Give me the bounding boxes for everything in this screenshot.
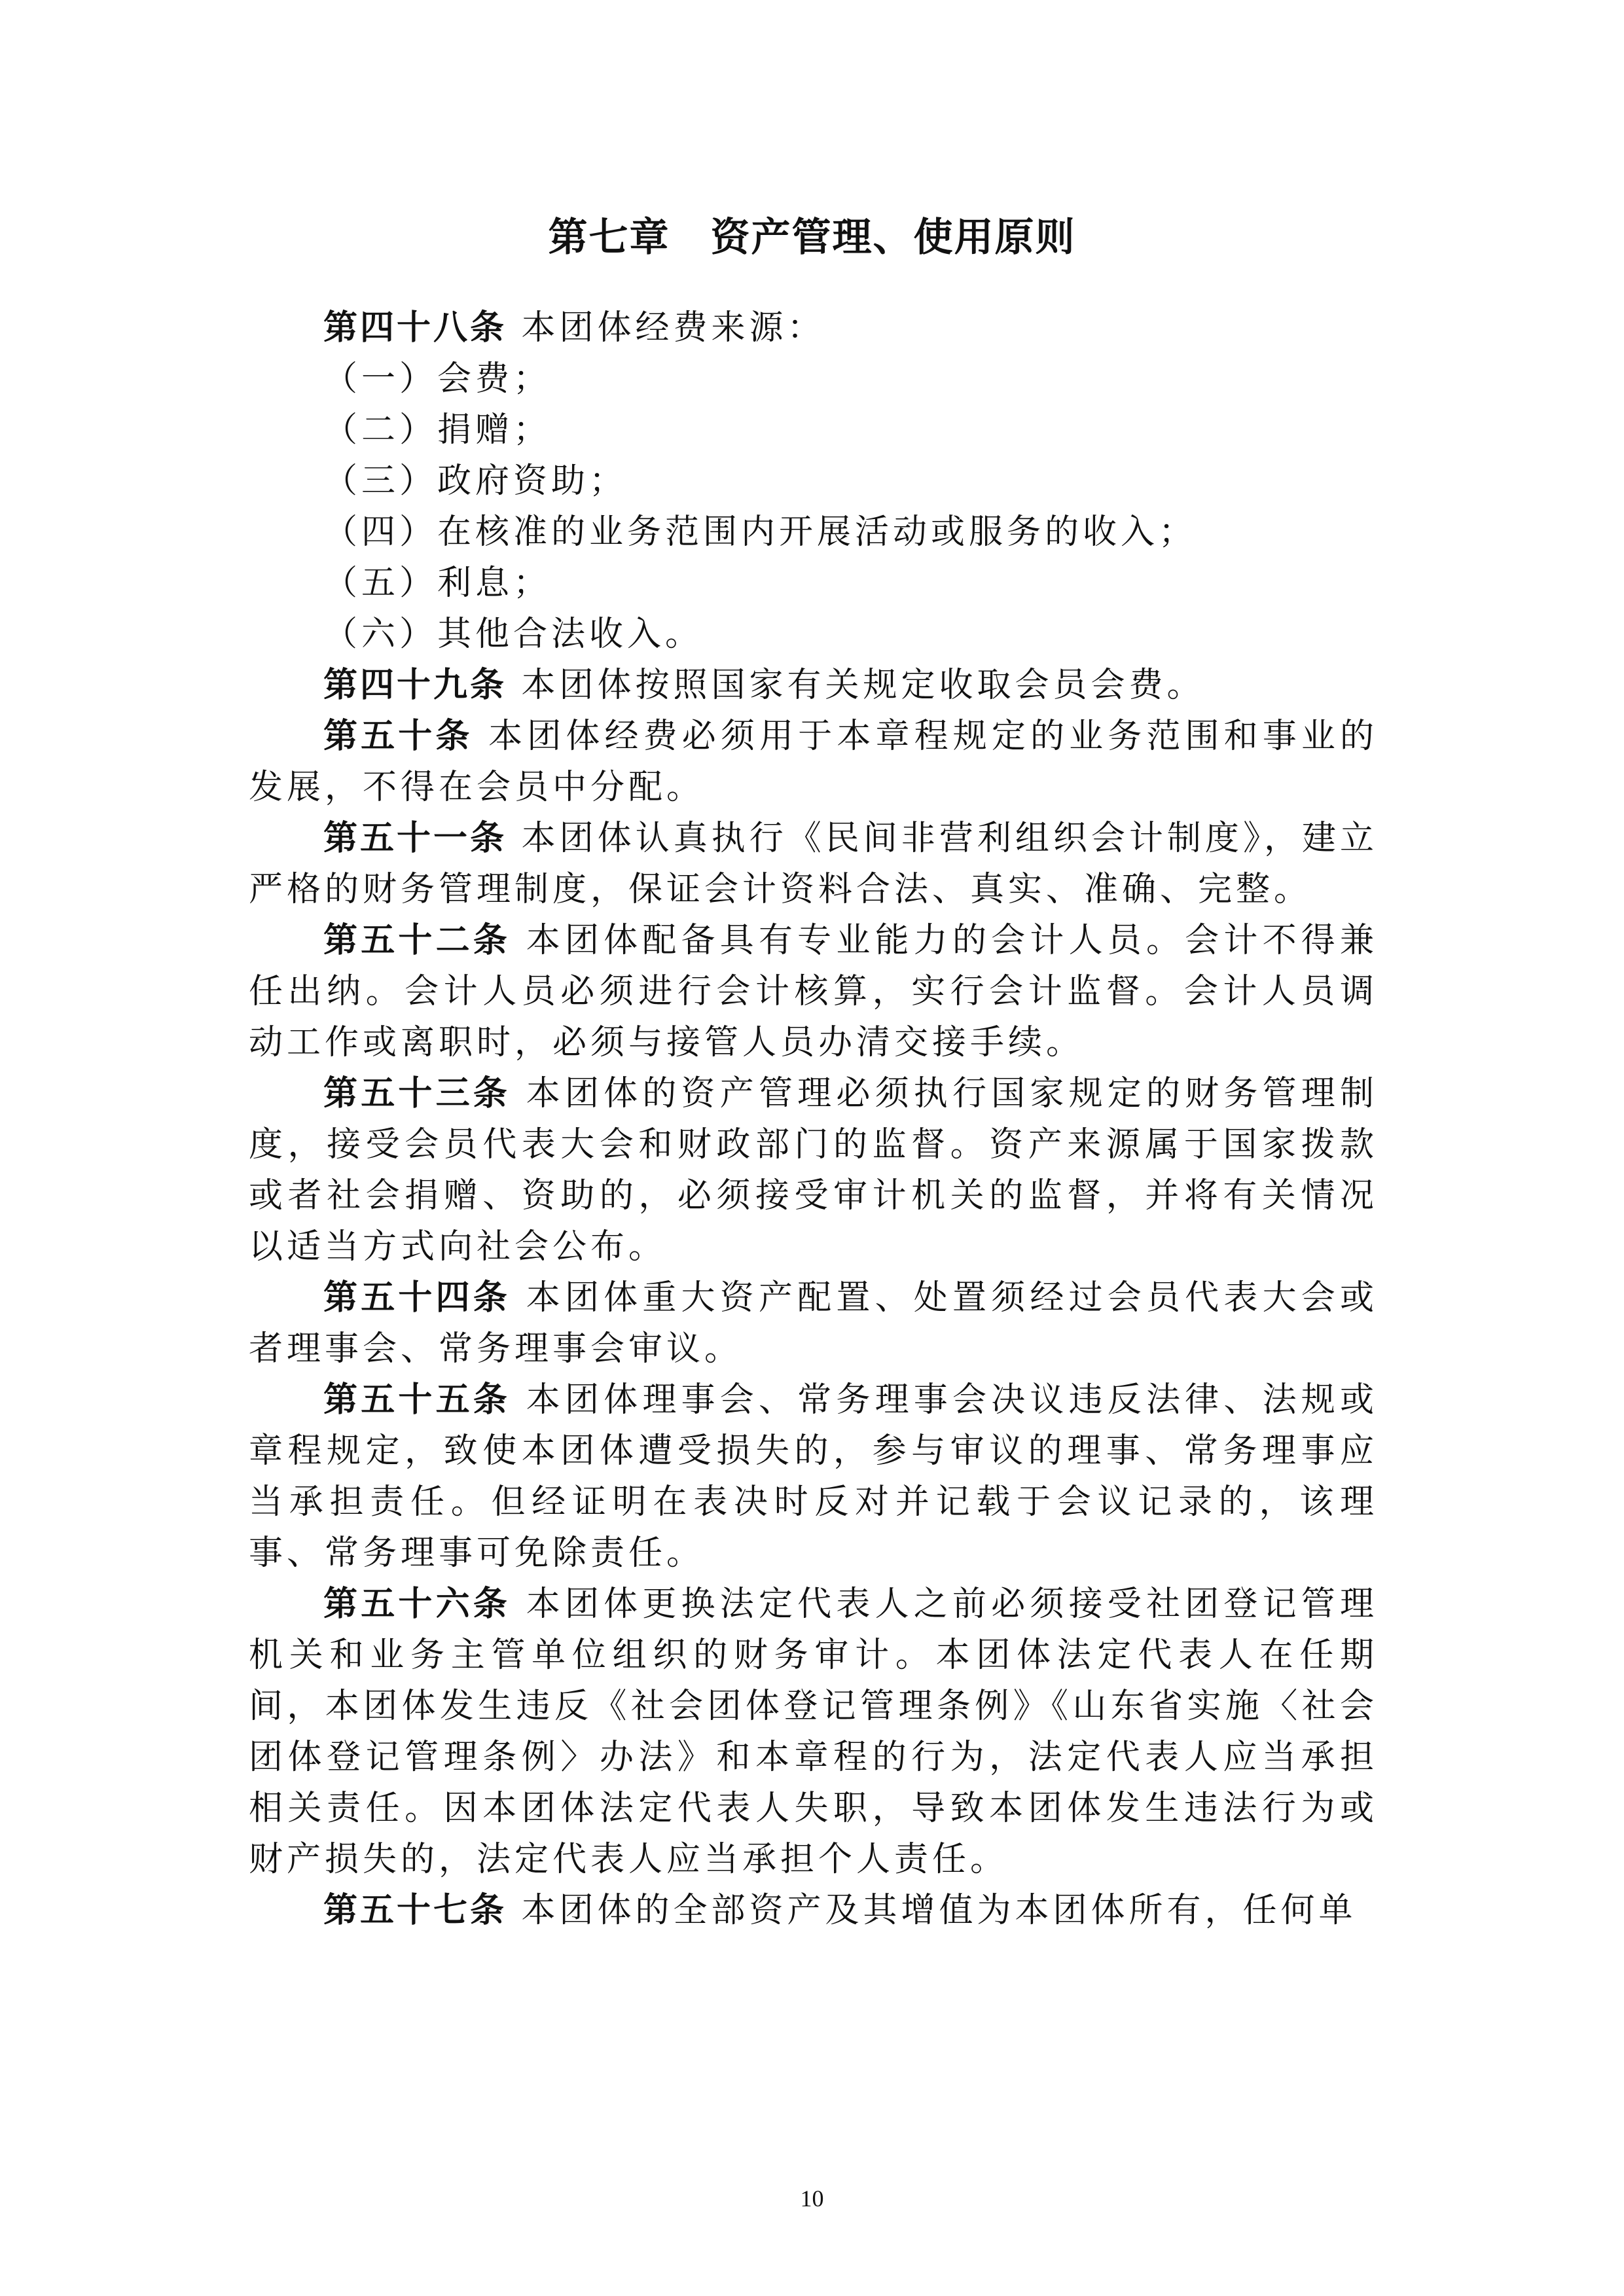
article-48 <box>249 302 1378 353</box>
article-52 <box>249 915 1378 1068</box>
article-label: 第五十三条 <box>323 1074 511 1113</box>
list-item: （一）会费； <box>323 359 552 399</box>
article-text: 本团体重大资产配置、处置须经过会员代表大会或者理事会、常务理事会审议。 <box>249 1278 1378 1369</box>
article-label: 第五十五条 <box>323 1380 511 1420</box>
article-text: 本团体经费来源： <box>507 308 825 348</box>
article-label: 第四十九条 <box>323 666 507 705</box>
article-label: 第五十七条 <box>323 1891 507 1930</box>
article-56 <box>249 1579 1378 1885</box>
article-53 <box>249 1068 1378 1272</box>
article-label: 第五十条 <box>323 717 473 756</box>
article-57 <box>249 1885 1378 1936</box>
article-51 <box>249 813 1378 915</box>
article-text: 本团体经费必须用于本章程规定的业务范围和事业的发展，不得在会员中分配。 <box>249 717 1378 807</box>
article-55 <box>249 1374 1378 1579</box>
document-body <box>249 302 1378 1936</box>
article-54 <box>249 1272 1378 1374</box>
article-text: 本团体按照国家有关规定收取会员会费。 <box>507 666 1205 705</box>
article-text: 本团体配备具有专业能力的会计人员。会计不得兼任出纳。会计人员必须进行会计核算，实行会计监督。会计人员调动工作或离职时，必须与接管人员办清交接手续。 <box>249 921 1378 1062</box>
article-label: 第五十六条 <box>323 1585 511 1624</box>
article-text: 本团体的资产管理必须执行国家规定的财务管理制度，接受会员代表大会和财政部门的监督。资产来源属于国家拨款或者社会捐赠、资助的，必须接受审计机关的监督，并将有关情况以适当方式向社会公布。 <box>249 1074 1378 1266</box>
list-item: （三）政府资助； <box>323 461 628 501</box>
list-item: （四）在核准的业务范围内开展活动或服务的收入； <box>323 512 1197 552</box>
page-number: 10 <box>800 2185 824 2212</box>
article-text: 本团体认真执行《民间非营利组织会计制度》，建立严格的财务管理制度，保证会计资料合法、真实、准确、完整。 <box>249 819 1378 909</box>
article-text: 本团体的全部资产及其增值为本团体所有，任何单 <box>507 1891 1357 1930</box>
article-49 <box>249 660 1378 711</box>
article-50 <box>249 711 1378 813</box>
list-item: （六）其他合法收入。 <box>323 615 704 654</box>
article-label: 第五十一条 <box>323 819 507 858</box>
chapter-title: 第七章 资产管理、使用原则 <box>548 215 1076 260</box>
list-item: （五）利息； <box>323 564 552 603</box>
article-label: 第五十二条 <box>323 921 511 960</box>
article-label: 第五十四条 <box>323 1278 511 1318</box>
article-text: 本团体更换法定代表人之前必须接受社团登记管理机关和业务主管单位组织的财务审计。本团体法定代表人在任期间，本团体发生违反《社会团体登记管理条例》《山东省实施〈社会团体登记管理条例〉办法》和本章程的行为，法定代表人应当承担相关责任。因本团体法定代表人失职，导致本团体发生违法行为或财产损失的，法定代表人应当承担个人责任。 <box>249 1585 1378 1879</box>
article-label: 第四十八条 <box>323 308 507 348</box>
article-text: 本团体理事会、常务理事会决议违反法律、法规或章程规定，致使本团体遭受损失的，参与审议的理事、常务理事应当承担责任。但经证明在表决时反对并记载于会议记录的，该理事、常务理事可免除责任。 <box>249 1380 1378 1573</box>
list-item: （二）捐赠； <box>323 410 552 450</box>
